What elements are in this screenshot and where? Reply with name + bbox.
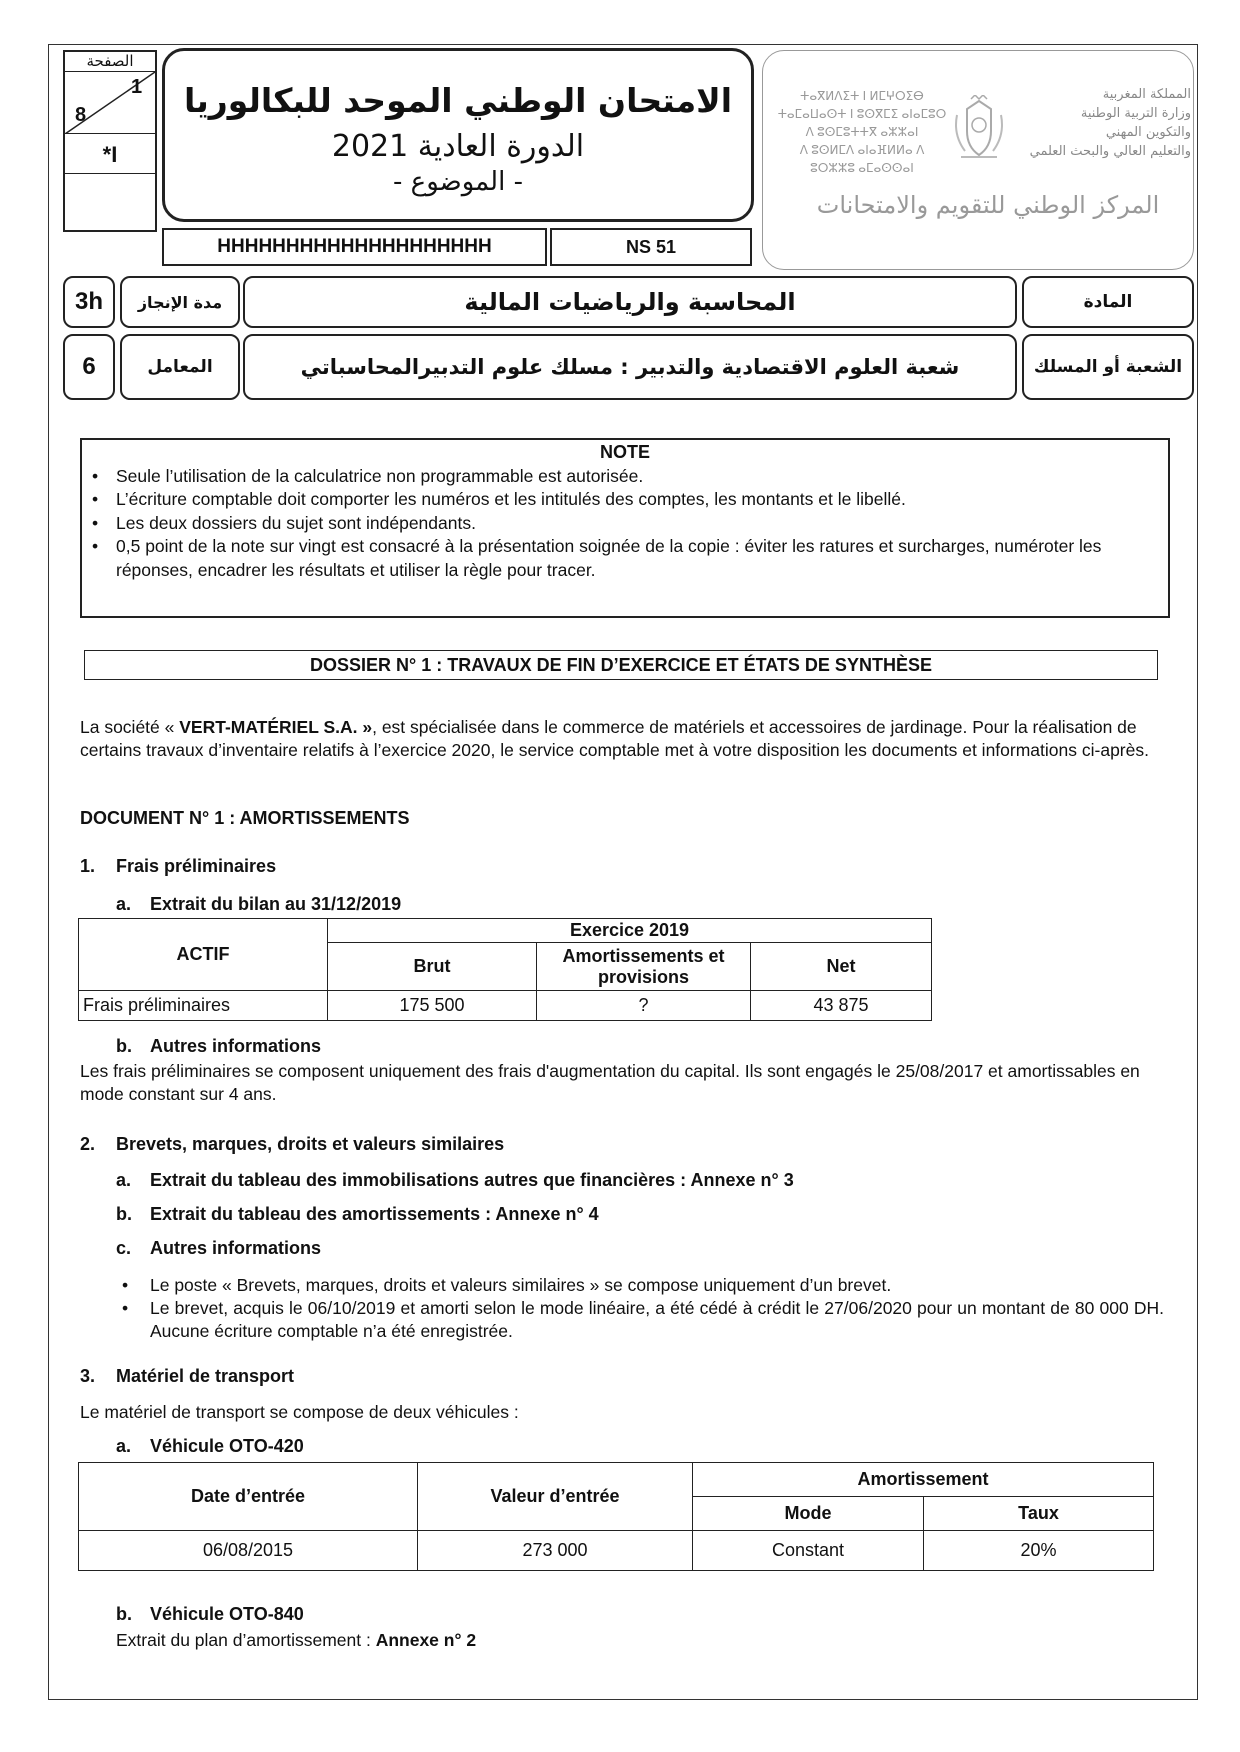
- document-1-title: DOCUMENT N° 1 : AMORTISSEMENTS: [80, 808, 410, 828]
- section-2b-title: Extrait du tableau des amortissements : Annexe n° 4: [150, 1204, 599, 1224]
- section-3b-annexe: Annexe n° 2: [375, 1630, 477, 1650]
- page-label: الصفحة: [65, 52, 155, 72]
- section-1a-title: Extrait du bilan au 31/12/2019: [150, 894, 402, 914]
- bilan-exercice-header: Exercice 2019: [328, 919, 932, 943]
- vehicle-amort-header: Amortissement: [693, 1463, 1154, 1497]
- exam-subject-type: - الموضوع -: [393, 167, 523, 197]
- ministry-tifinagh-line-3: ⴷ ⵓⵙⵎⵓⵜⵜⴳ ⴰⵣⵣⴰⵏ: [805, 125, 919, 139]
- vehicle-valeur-header: Valeur d’entrée: [418, 1463, 693, 1531]
- coefficient-label: المعامل: [120, 334, 240, 400]
- subject-name: المحاسبة والرياضيات المالية: [243, 276, 1017, 328]
- note-item-1: • Seule l’utilisation de la calculatrice non programmable est autorisée.: [82, 465, 1168, 489]
- ministry-tifinagh-line-2: ⵜⴰⵎⴰⵡⴰⵙⵜ ⵏ ⵓⵙⴳⵎⵉ ⴰⵏⴰⵎⵓⵔ: [777, 107, 947, 121]
- bilan-amort-header: Amortissements et provisions: [537, 943, 751, 991]
- section-3a-number: a.: [116, 1436, 132, 1456]
- bilan-row-net: 43 875: [751, 991, 932, 1021]
- section-2b-number: b.: [116, 1204, 132, 1224]
- ministry-tifinagh: [777, 87, 947, 177]
- section-1a-number: a.: [116, 894, 132, 914]
- exam-title: الامتحان الوطني الموحد للبكالوريا: [183, 81, 733, 120]
- section-3-text: Le matériel de transport se compose de deux véhicules :: [80, 1402, 519, 1422]
- dossier-title: DOSSIER N° 1 : TRAVAUX DE FIN D’EXERCICE ET ÉTATS DE SYNTHÈSE: [84, 650, 1158, 680]
- exam-title-box: [162, 48, 754, 222]
- ministry-box: [762, 50, 1194, 270]
- bilan-net-header: Net: [751, 943, 932, 991]
- note-box: [80, 438, 1170, 618]
- exam-session: الدورة العادية 2021: [331, 129, 585, 164]
- section-3b-text-pre: Extrait du plan d’amortissement :: [116, 1630, 376, 1650]
- bilan-row-brut: 175 500: [328, 991, 537, 1021]
- ministry-arabic: [1013, 85, 1191, 161]
- section-2a-title: Extrait du tableau des immobilisations autres que financières : Annexe n° 3: [150, 1170, 794, 1190]
- section-3a-title: Véhicule OTO-420: [150, 1436, 304, 1456]
- vehicle-date-header: Date d’entrée: [79, 1463, 418, 1531]
- intro-post: , est spécialisée dans le commerce de matériels et accessoires de jardinage. Pour la réalisation de certains travaux d’inventaire relatifs à l’exercice 2020, le service comptable met à votre disposition les documents et informations ci-après.: [80, 717, 1149, 760]
- intro-company: VERT-MATÉRIEL S.A. »: [179, 717, 373, 737]
- section-2-number: 2.: [80, 1134, 96, 1154]
- section-3-title: Matériel de transport: [116, 1366, 295, 1386]
- exam-code-right: NS 51: [550, 228, 752, 266]
- section-2c-number: c.: [116, 1238, 132, 1258]
- section-1b-title: Autres informations: [150, 1036, 322, 1056]
- section-2c-list: [112, 1274, 1164, 1343]
- intro-paragraph: [80, 716, 1160, 762]
- branch-label: الشعبة أو المسلك: [1022, 334, 1194, 400]
- page-code: *I: [65, 136, 155, 174]
- section-1b-number: b.: [116, 1036, 132, 1056]
- vehicle-mode-header: Mode: [693, 1497, 924, 1531]
- coat-of-arms-icon: [951, 95, 1007, 165]
- vehicle-row-date: 06/08/2015: [79, 1531, 418, 1571]
- section-1-title: Frais préliminaires: [116, 856, 277, 876]
- duration-label: مدة الإنجاز: [120, 276, 240, 328]
- section-2c-item-1: • Le poste « Brevets, marques, droits et valeurs similaires » se compose uniquement d’un brevet.: [112, 1274, 1164, 1297]
- vehicle-taux-header: Taux: [924, 1497, 1154, 1531]
- subject-label: المادة: [1022, 276, 1194, 328]
- section-2c-title: Autres informations: [150, 1238, 322, 1258]
- section-3b-title: Véhicule OTO-840: [150, 1604, 304, 1624]
- section-3-number: 3.: [80, 1366, 96, 1386]
- ministry-tifinagh-line-4: ⴷ ⵓⵙⵍⵎⴷ ⴰⵏⴰⴼⵍⵍⴰ ⴷ ⵓⵔⵣⵣⵓ ⴰⵎⴰⵙⵙⴰⵏ: [799, 143, 925, 175]
- branch-name: شعبة العلوم الاقتصادية والتدبير : مسلك علوم التدبيرالمحاسباتي: [243, 334, 1017, 400]
- ministry-ar-line-3: والتكوين المهني: [1105, 125, 1191, 140]
- vehicle-row-taux: 20%: [924, 1531, 1154, 1571]
- section-3b-text: [116, 1630, 476, 1651]
- note-title: NOTE: [599, 442, 650, 462]
- bilan-brut-header: Brut: [328, 943, 537, 991]
- bilan-row-amort: ?: [537, 991, 751, 1021]
- ministry-ar-line-4: والتعليم العالي والبحث العلمي: [1029, 144, 1191, 159]
- note-item-3: • Les deux dossiers du sujet sont indépendants.: [82, 512, 1168, 536]
- section-1b-text: Les frais préliminaires se composent uniquement des frais d'augmentation du capital. Ils sont engagés le 25/08/2017 et amortissables en mode constant sur 4 ans.: [80, 1061, 1140, 1104]
- ministry-ar-line-2: وزارة التربية الوطنية: [1080, 106, 1191, 121]
- vehicle-row-mode: Constant: [693, 1531, 924, 1571]
- section-3b-number: b.: [116, 1604, 132, 1624]
- ministry-tifinagh-line-1: ⵜⴰⴳⵍⴷⵉⵜ ⵏ ⵍⵎⵖⵔⵉⴱ: [800, 89, 924, 103]
- bilan-actif-header: ACTIF: [79, 919, 328, 991]
- section-1-number: 1.: [80, 856, 96, 876]
- page-total: 8: [75, 104, 87, 126]
- exam-code-left: HHHHHHHHHHHHHHHHHHHH: [162, 228, 547, 266]
- section-2-title: Brevets, marques, droits et valeurs similaires: [116, 1134, 505, 1154]
- intro-pre: La société «: [80, 717, 180, 737]
- bilan-table: [78, 918, 932, 1021]
- section-2a-number: a.: [116, 1170, 132, 1190]
- page-number: 1: [131, 76, 143, 98]
- coefficient-value: 6: [63, 334, 115, 400]
- section-2c-item-2: • Le brevet, acquis le 06/10/2019 et amorti selon le mode linéaire, a été cédé à crédit le 27/06/2020 pour un montant de 80 000 DH. Aucune écriture comptable n’a été enregistrée.: [112, 1297, 1164, 1343]
- bilan-row-label: Frais préliminaires: [79, 991, 328, 1021]
- duration-value: 3h: [63, 276, 115, 328]
- note-item-2: • L’écriture comptable doit comporter les numéros et les intitulés des comptes, les montants et le libellé.: [82, 488, 1168, 512]
- vehicle-row-valeur: 273 000: [418, 1531, 693, 1571]
- ministry-ar-line-1: المملكة المغربية: [1102, 87, 1191, 102]
- vehicle-table: [78, 1462, 1154, 1571]
- note-item-4: • 0,5 point de la note sur vingt est consacré à la présentation soignée de la copie : éviter les ratures et surcharges, numéroter les réponses, encadrer les résultats et utiliser la règle pour tracer.: [82, 535, 1168, 582]
- center-name: المركز الوطني للتقويم والامتحانات: [816, 191, 1160, 219]
- page-number-box: [63, 50, 157, 232]
